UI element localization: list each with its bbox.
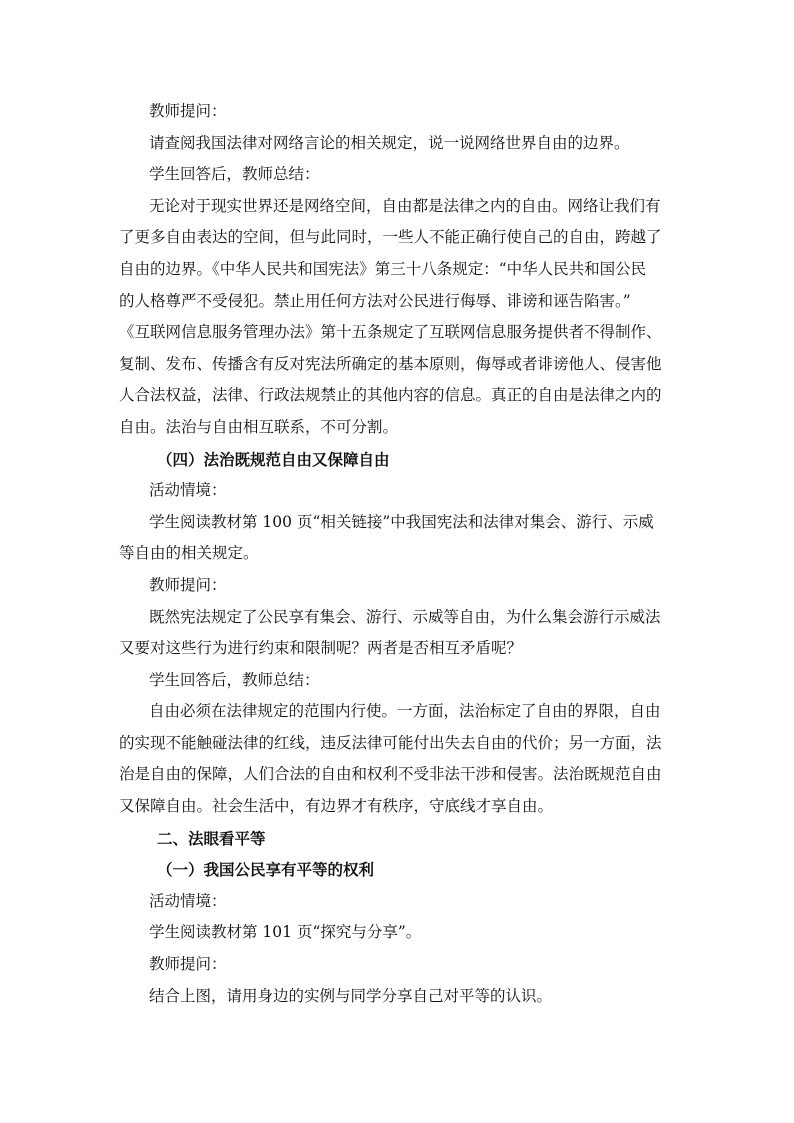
activity-paragraph-line: 学生阅读教材第 100 页“相关链接”中我国宪法和法律对集会、游行、示威: [149, 512, 654, 531]
question-text: 结合上图，请用身边的实例与同学分享自己对平等的认识。: [149, 986, 553, 1005]
teacher-question-label: 教师提问：: [149, 102, 227, 120]
summary-paragraph-line: 又保障自由。社会生活中，有边界才有秩序，守底线才享自由。: [119, 797, 554, 816]
summary-paragraph-line: 治是自由的保障，人们合法的自由和权利不受非法干涉和侵害。法治既规范自由: [119, 765, 662, 784]
document-body: [119, 96, 679, 1012]
summary-paragraph-line: 《互联网信息服务管理办法》第十五条规定了互联网信息服务提供者不得制作、: [119, 323, 662, 342]
summary-paragraph-line: 复制、发布、传播含有反对宪法所确定的基本原则，侮辱或者诽谤他人、侵害他: [119, 354, 662, 373]
chapter-heading: 二、法眼看平等: [157, 828, 266, 848]
summary-paragraph-line: 人合法权益，法律、行政法规禁止的其他内容的信息。真正的自由是法律之内的: [119, 386, 662, 405]
summary-paragraph-line: 的人格尊严不受侵犯。禁止用任何方法对公民进行侮辱、诽谤和诬告陷害。”: [119, 291, 631, 310]
question-text: 请查阅我国法律对网络言论的相关规定，说一说网络世界自由的边界。: [149, 133, 630, 152]
teacher-question-label: 教师提问：: [149, 575, 227, 594]
question-paragraph-line: 又要对这些行为进行约束和限制呢？两者是否相互矛盾呢？: [119, 639, 523, 658]
question-paragraph-line: 既然宪法规定了公民享有集会、游行、示威等自由，为什么集会游行示威法: [149, 607, 661, 626]
activity-paragraph-line: 学生阅读教材第 101 页“探究与分享”。: [149, 923, 422, 942]
activity-context-label: 活动情境：: [149, 481, 227, 500]
section-heading: （一）我国公民享有平等的权利: [157, 860, 375, 880]
summary-paragraph-line: 自由的边界。《中华人民共和国宪法》第三十八条规定：“中华人民共和国公民: [119, 259, 647, 278]
summary-paragraph-line: 自由。法治与自由相互联系，不可分割。: [119, 417, 399, 436]
teacher-summary-label: 学生回答后，教师总结：: [149, 670, 320, 689]
summary-paragraph-line: 自由必须在法律规定的范围内行使。一方面，法治标定了自由的界限，自由: [149, 702, 661, 721]
summary-paragraph-line: 了更多自由表达的空间，但与此同时，一些人不能正确行使自己的自由，跨越了: [119, 228, 662, 247]
activity-paragraph-line: 等自由的相关规定。: [119, 544, 259, 563]
summary-paragraph-line: 无论对于现实世界还是网络空间，自由都是法律之内的自由。网络让我们有: [149, 196, 661, 215]
section-heading: （四）法治既规范自由又保障自由: [157, 449, 390, 469]
summary-paragraph-line: 的实现不能触碰法律的红线，违反法律可能付出失去自由的代价；另一方面，法: [119, 733, 662, 752]
teacher-question-label: 教师提问：: [149, 955, 227, 974]
teacher-summary-label: 学生回答后，教师总结：: [149, 165, 320, 184]
activity-context-label: 活动情境：: [149, 891, 227, 910]
